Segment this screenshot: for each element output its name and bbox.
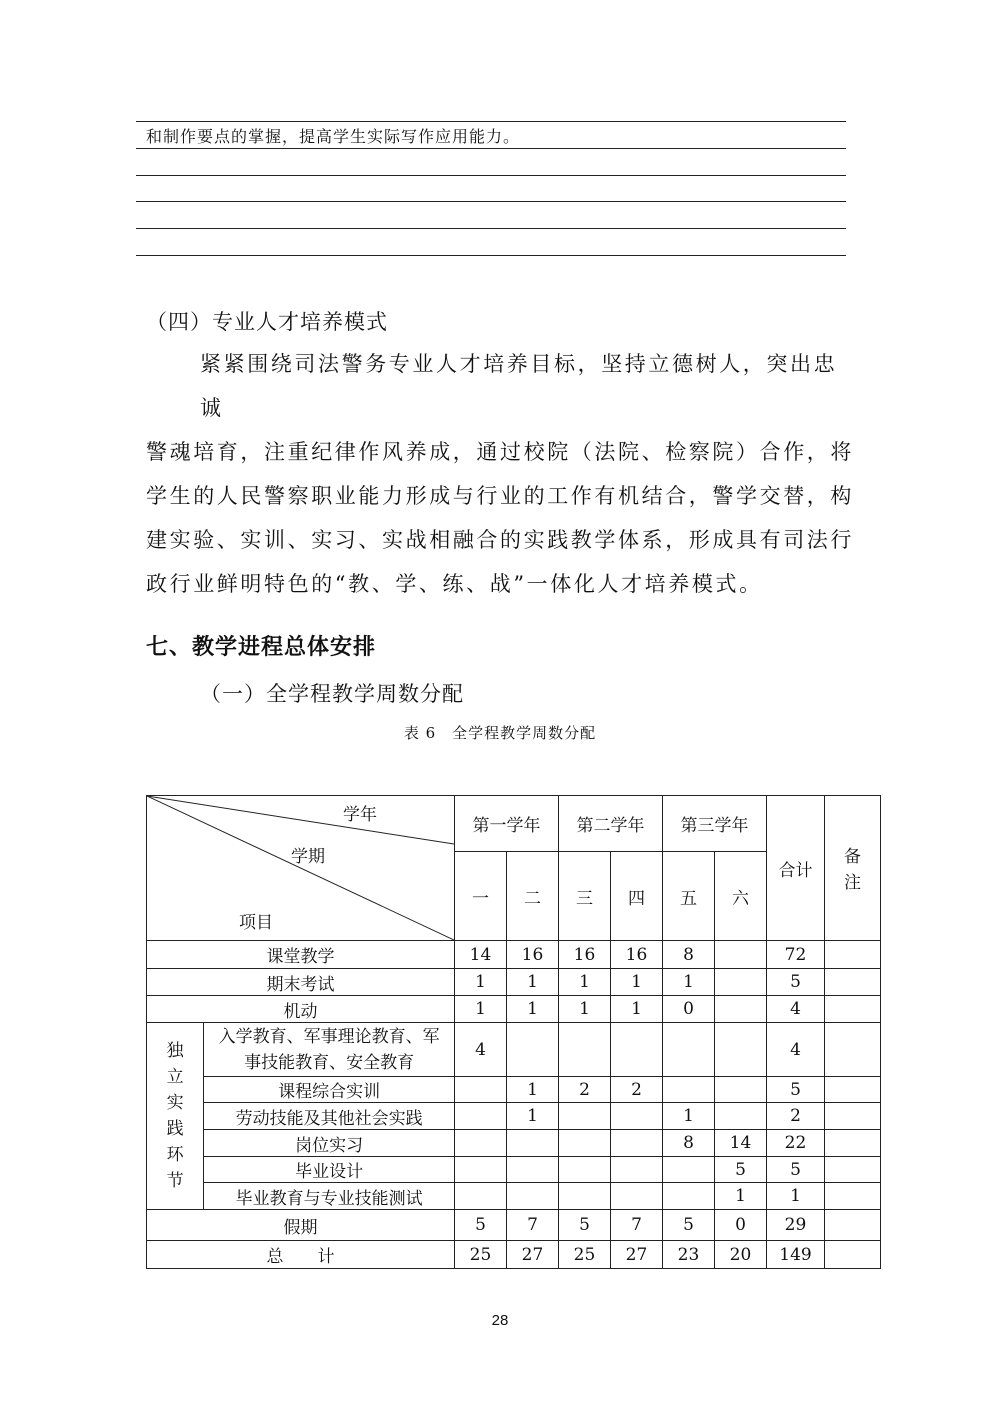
cell: 1: [611, 969, 663, 996]
cell: 1: [455, 969, 507, 996]
row-label-text: 入学教育、军事理论教育、军事技能教育、安全教育: [218, 1026, 440, 1073]
cell: [825, 1023, 881, 1077]
cell: [455, 1130, 507, 1157]
section-heading: 七、教学进程总体安排: [146, 635, 377, 660]
cell: 1: [507, 1103, 559, 1130]
cell: [825, 1157, 881, 1183]
table-row: [147, 1183, 881, 1210]
cell: 27: [611, 1241, 663, 1269]
cell: [559, 1130, 611, 1157]
year-header: 第一学年: [455, 796, 559, 852]
term-header: 三: [559, 852, 611, 941]
cell: [825, 1183, 881, 1210]
cell: 4: [767, 996, 825, 1023]
term-header: 六: [715, 852, 767, 941]
cell: 22: [767, 1130, 825, 1157]
cell: 5: [663, 1210, 715, 1241]
cell: 7: [611, 1210, 663, 1241]
cell: 23: [663, 1241, 715, 1269]
cell: [611, 1023, 663, 1077]
cell: 0: [663, 996, 715, 1023]
cell: [825, 969, 881, 996]
subsection-heading: （四）专业人才培养模式: [146, 310, 388, 334]
cell: 2: [559, 1077, 611, 1103]
cell: 16: [507, 941, 559, 969]
form-line: [136, 175, 846, 176]
cell: [455, 1077, 507, 1103]
cell: 29: [767, 1210, 825, 1241]
cell: 14: [455, 941, 507, 969]
paragraph: [146, 342, 856, 606]
table-row: [147, 1103, 881, 1130]
cell: [825, 1241, 881, 1269]
row-label: 机动: [147, 996, 455, 1023]
cell: [825, 941, 881, 969]
cell: [611, 1130, 663, 1157]
note-header-text: 备注: [844, 847, 861, 893]
cell: 1: [507, 996, 559, 1023]
cell: 4: [767, 1023, 825, 1077]
cell: [507, 1023, 559, 1077]
cell: 16: [559, 941, 611, 969]
table-caption: 表 6 全学程教学周数分配: [403, 724, 597, 742]
table-row: [147, 996, 881, 1023]
row-label: 岗位实习: [204, 1130, 455, 1157]
cell: 0: [715, 1210, 767, 1241]
cell: 20: [715, 1241, 767, 1269]
cell: 1: [663, 969, 715, 996]
cell: 1: [559, 969, 611, 996]
cell: [507, 1130, 559, 1157]
cell: 149: [767, 1241, 825, 1269]
header-term-label: 学期: [291, 847, 325, 867]
header-item-label: 项目: [239, 913, 273, 933]
cell: 14: [715, 1130, 767, 1157]
cell: 25: [559, 1241, 611, 1269]
cell: [663, 1157, 715, 1183]
cell: [715, 1023, 767, 1077]
term-header: 二: [507, 852, 559, 941]
table-row: [147, 1130, 881, 1157]
header-year-label: 学年: [343, 805, 377, 825]
form-line: [136, 201, 846, 202]
cell: [825, 1077, 881, 1103]
cell: 1: [559, 996, 611, 1023]
cell: 1: [767, 1183, 825, 1210]
form-line: [136, 121, 846, 122]
table-row: [147, 1023, 881, 1077]
cell: 7: [507, 1210, 559, 1241]
cell: 1: [663, 1103, 715, 1130]
cell: 5: [767, 1157, 825, 1183]
cell: 8: [663, 941, 715, 969]
cell: 2: [611, 1077, 663, 1103]
paragraph-line: 警魂培育，注重纪律作风养成，通过校院（法院、检察院）合作，将: [146, 440, 854, 464]
cell: [455, 1157, 507, 1183]
continued-text: 和制作要点的掌握，提高学生实际写作应用能力。: [146, 127, 521, 146]
year-header: 第三学年: [663, 796, 767, 852]
group-label: 独立实践环节: [166, 1041, 184, 1191]
cell: 16: [611, 941, 663, 969]
cell: [715, 941, 767, 969]
cell: [715, 1103, 767, 1130]
diagonal-lines: [147, 796, 454, 940]
total-header: 合计: [767, 796, 825, 941]
term-header: 四: [611, 852, 663, 941]
cell: [611, 1157, 663, 1183]
paragraph-line: 学生的人民警察职业能力形成与行业的工作有机结合，警学交替，构: [146, 484, 854, 508]
cell: 5: [767, 969, 825, 996]
cell: [611, 1183, 663, 1210]
row-label: 期末考试: [147, 969, 455, 996]
term-header: 一: [455, 852, 507, 941]
cell: 1: [455, 996, 507, 1023]
cell: [825, 996, 881, 1023]
cell: [715, 996, 767, 1023]
cell: 2: [767, 1103, 825, 1130]
table-row: [147, 1241, 881, 1269]
cell: 5: [455, 1210, 507, 1241]
cell: [559, 1023, 611, 1077]
row-label: 毕业设计: [204, 1157, 455, 1183]
paragraph-line: 紧紧围绕司法警务专业人才培养目标，坚持立德树人，突出忠诚: [200, 352, 838, 420]
cell: 1: [715, 1183, 767, 1210]
cell: [455, 1103, 507, 1130]
cell: 4: [455, 1023, 507, 1077]
cell: 8: [663, 1130, 715, 1157]
cell: 5: [767, 1077, 825, 1103]
cell: [559, 1103, 611, 1130]
cell: 27: [507, 1241, 559, 1269]
row-label: 课程综合实训: [204, 1077, 455, 1103]
year-header: 第二学年: [559, 796, 663, 852]
cell: 1: [507, 1077, 559, 1103]
cell: [663, 1023, 715, 1077]
row-label: 毕业教育与专业技能测试: [204, 1183, 455, 1210]
row-label: [204, 1023, 455, 1077]
row-label: 假期: [147, 1210, 455, 1241]
cell: [715, 1077, 767, 1103]
cell: [559, 1157, 611, 1183]
cell: [663, 1077, 715, 1103]
cell: [825, 1130, 881, 1157]
page-number: 28: [491, 1312, 509, 1329]
cell: [455, 1183, 507, 1210]
cell: [663, 1183, 715, 1210]
table-row: [147, 1077, 881, 1103]
diagonal-header-cell: [147, 796, 455, 941]
row-label: 课堂教学: [147, 941, 455, 969]
cell: [507, 1157, 559, 1183]
paragraph-line: 建实验、实训、实习、实战相融合的实践教学体系，形成具有司法行: [146, 528, 854, 552]
term-header: 五: [663, 852, 715, 941]
subsection-heading: （一）全学程教学周数分配: [200, 682, 464, 706]
note-header: [825, 796, 881, 941]
table-row: [147, 941, 881, 969]
row-label: 总 计: [147, 1241, 455, 1269]
cell: [559, 1183, 611, 1210]
cell: [715, 969, 767, 996]
cell: 5: [715, 1157, 767, 1183]
cell: [825, 1103, 881, 1130]
cell: [507, 1183, 559, 1210]
table-row: [147, 1157, 881, 1183]
table-row: [147, 969, 881, 996]
cell: 25: [455, 1241, 507, 1269]
paragraph-line: 政行业鲜明特色的“教、学、练、战”一体化人才培养模式。: [146, 572, 763, 596]
cell: 72: [767, 941, 825, 969]
row-label: 劳动技能及其他社会实践: [204, 1103, 455, 1130]
form-line: [136, 228, 846, 229]
week-allocation-table: [146, 795, 881, 1269]
cell: [611, 1103, 663, 1130]
table-row: [147, 1210, 881, 1241]
form-line: [136, 255, 846, 256]
cell: 5: [559, 1210, 611, 1241]
group-label-cell: [147, 1023, 204, 1210]
form-line: [136, 148, 846, 149]
cell: 1: [611, 996, 663, 1023]
cell: [825, 1210, 881, 1241]
cell: 1: [507, 969, 559, 996]
